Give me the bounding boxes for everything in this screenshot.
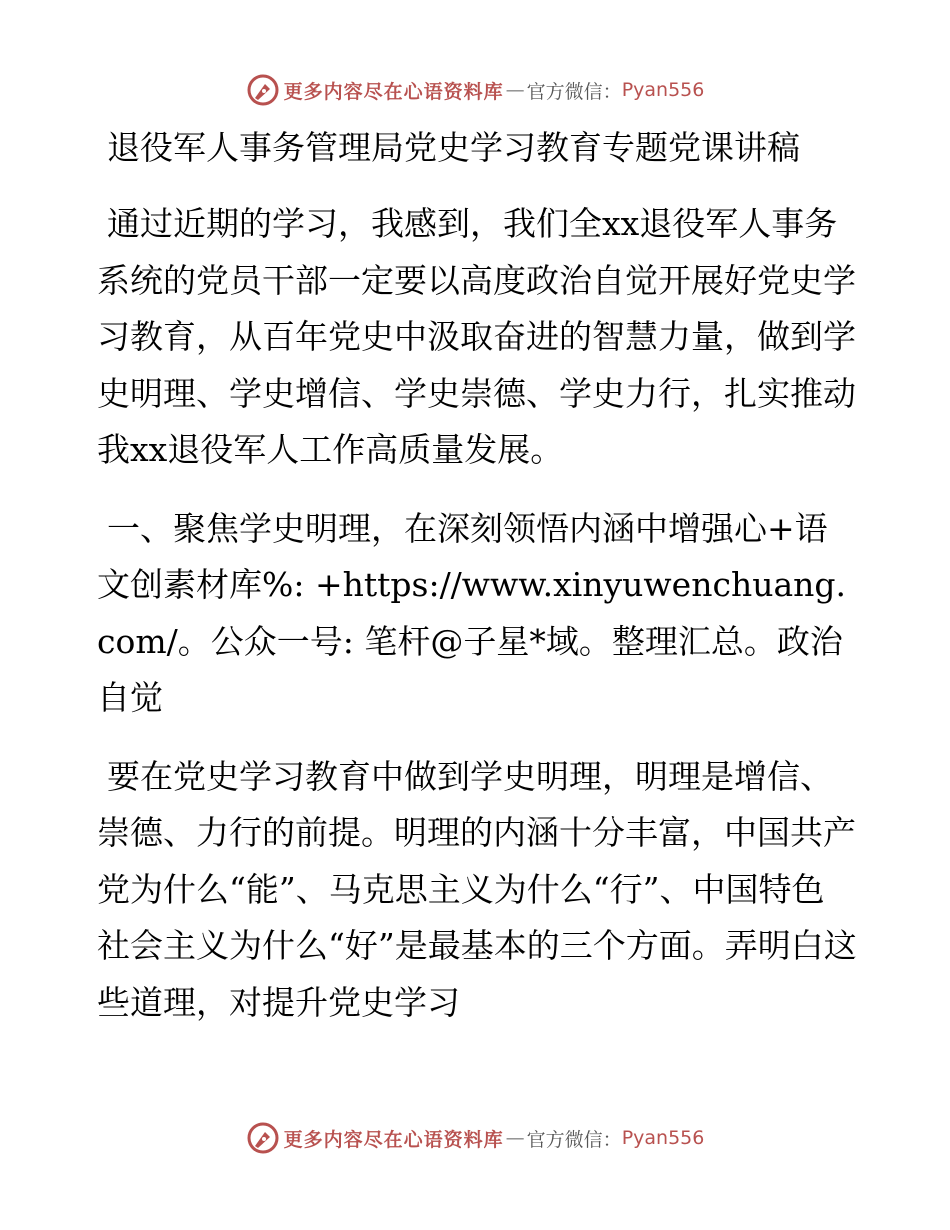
paragraph-intro: 通过近期的学习，我感到，我们全xx退役军人事务系统的党员干部一定要以高度政治自觉开展好党史学习教育，从百年党史中汲取奋进的智慧力量，做到学史明理、学史增信、学史崇德、学史力行，扎实推动我xx退役军人工作高质量发展。: [97, 204, 856, 469]
paragraph-section-one-heading: 一、聚焦学史明理，在深刻领悟内涵中增强心+语文创素材库%: +https://www.xinyuwenchuang.com/。公众一号: 笔杆@子星*域。整理汇总。政治自觉: [97, 508, 846, 717]
banner-separator: —: [505, 79, 525, 101]
banner-wechat-id: Pyan556: [621, 1127, 705, 1149]
banner-brand-text: 更多内容尽在心语资料库: [283, 80, 504, 103]
banner-wechat-id: Pyan556: [621, 79, 705, 101]
document-body: [97, 120, 857, 1031]
pen-nib-circle-icon: [246, 1121, 280, 1155]
footer-watermark-banner: [0, 1118, 950, 1158]
document-title: 退役军人事务管理局党史学习教育专题党课讲稿: [107, 128, 800, 167]
header-watermark-banner: [0, 70, 950, 110]
banner-official-label: 官方微信：: [526, 80, 622, 103]
pen-nib-circle-icon: [246, 73, 280, 107]
banner-separator: —: [505, 1127, 525, 1149]
banner-official-label: 官方微信：: [526, 1128, 622, 1151]
paragraph-section-one-body: 要在党史学习教育中做到学史明理，明理是增信、崇德、力行的前提。明理的内涵十分丰富，中国共产党为什么“能”、马克思主义为什么“行”、中国特色社会主义为什么“好”是最基本的三个方面。弄明白这些道理，对提升党史学习: [97, 756, 857, 1022]
banner-brand-text: 更多内容尽在心语资料库: [283, 1128, 504, 1151]
